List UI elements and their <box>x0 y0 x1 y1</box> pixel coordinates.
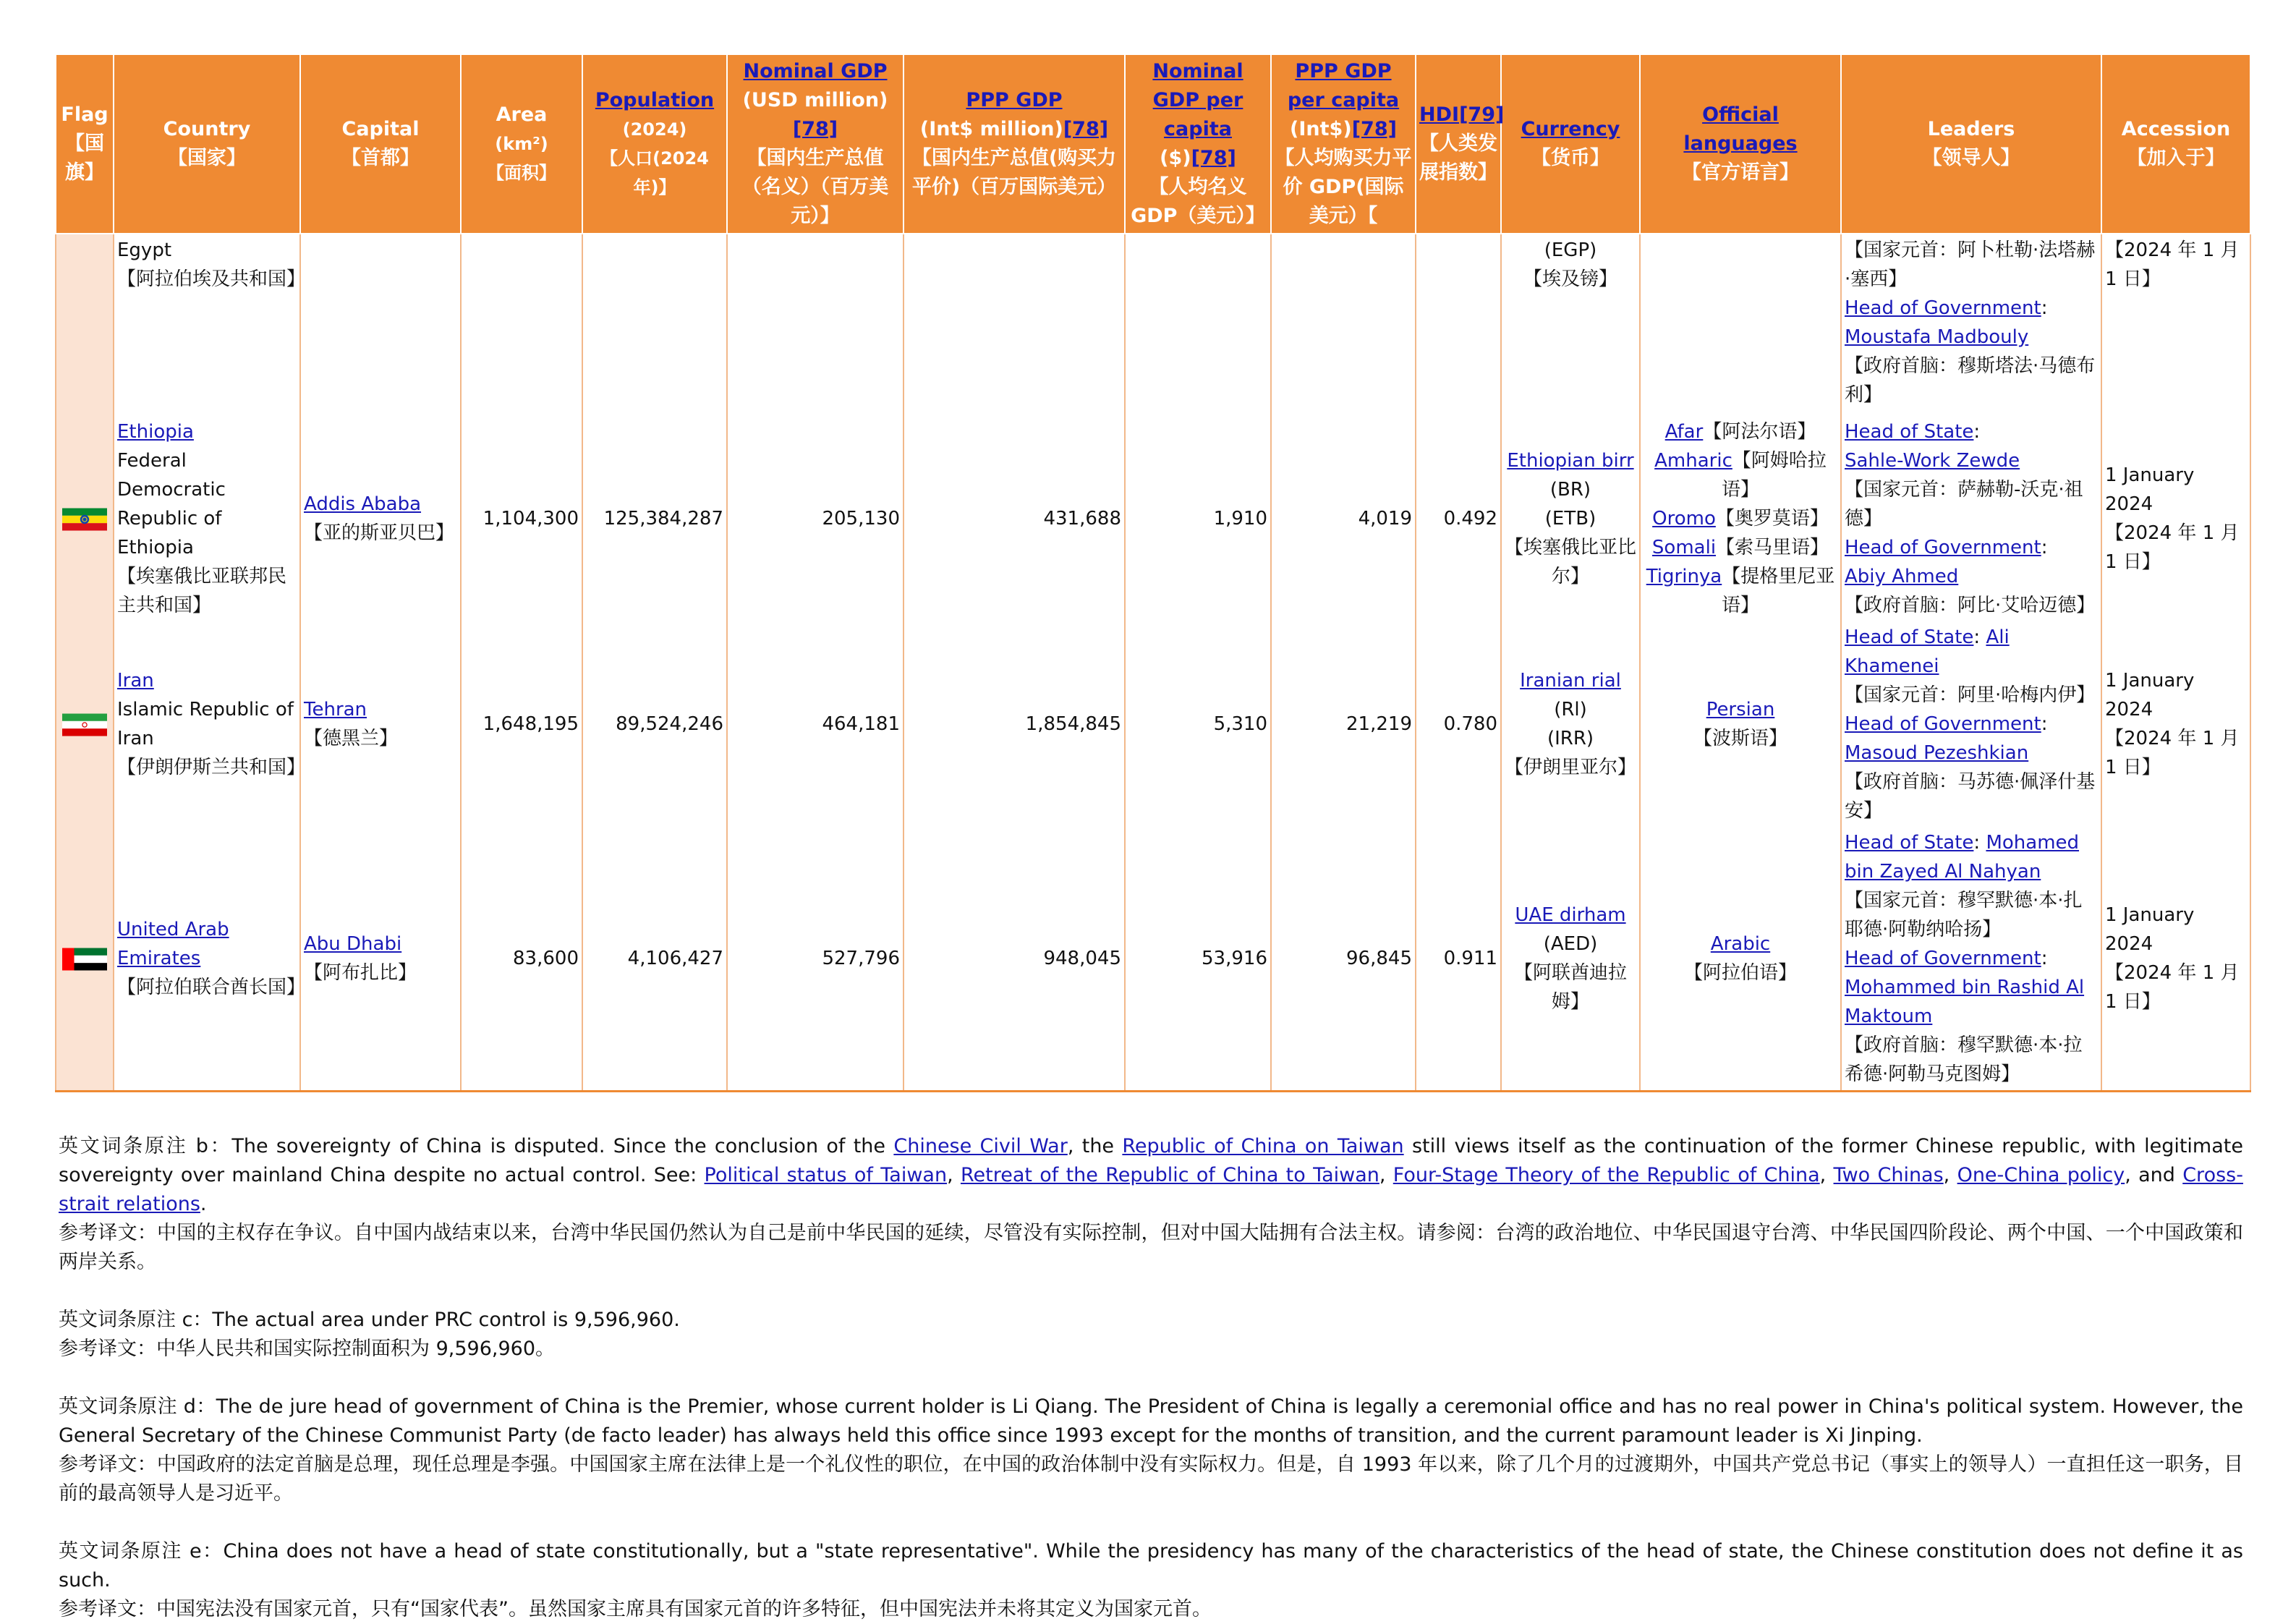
country-link[interactable]: Iran <box>117 670 154 692</box>
note-english <box>59 1537 2243 1595</box>
note-link[interactable]: One-China policy <box>1957 1164 2125 1186</box>
table-row <box>56 621 2250 827</box>
area-cell: 83,600 <box>461 827 582 1092</box>
leader-link[interactable]: Abiy Ahmed <box>1845 566 1959 587</box>
languages-cell: Afar【阿法尔语】 Amharic【阿姆哈拉语】 Oromo【奥罗莫语】 Somali【索马里语】 Tigrinya【提格里尼亚语】 <box>1640 416 1841 621</box>
language-link[interactable]: Amharic <box>1654 450 1732 472</box>
nominal-gdp-per-capita-cell: 5,310 <box>1125 621 1271 827</box>
leaders-cell: Head of State: Mohamed bin Zayed Al Nahyan 【国家元首：穆罕默德·本·扎耶德·阿勒纳哈扬】 Head of Government: Mohammed bin Rashid Al Maktoum 【政府首脑：穆罕默德·本·拉希德·阿勒马克图姆】 <box>1841 827 2101 1092</box>
note-link[interactable]: Republic of China on Taiwan <box>1122 1135 1404 1157</box>
capital-link[interactable]: Abu Dhabi <box>304 933 402 955</box>
nominal-gdp-per-capita-cell <box>1125 234 1271 416</box>
accession-cell: 【2024 年 1 月 1 日】 <box>2101 234 2250 416</box>
note-text: , <box>1379 1164 1393 1186</box>
hdi-cell: 0.780 <box>1416 621 1501 827</box>
note-chinese: 参考译文：中国的主权存在争议。自中国内战结束以来，台湾中华民国仍然认为自己是前中华民国的延续，尽管没有实际控制，但对中国大陆拥有合法主权。请参阅：台湾的政治地位、中华民国退守台湾、中华民国四阶段论、两个中国、一个中国政策和两岸关系。 <box>59 1222 2243 1273</box>
currency-link[interactable]: Iranian rial <box>1520 670 1621 692</box>
currency-link[interactable]: Currency <box>1521 118 1620 140</box>
hdi-link[interactable]: HDI <box>1419 103 1460 126</box>
leaders-cell: Head of State: Ali Khamenei 【国家元首：阿里·哈梅内伊】 Head of Government: Masoud Pezeshkian 【政府首脑：马苏德·佩泽什基安】 <box>1841 621 2101 827</box>
leader-link[interactable]: Masoud Pezeshkian <box>1845 742 2029 764</box>
hdi-cell: 0.492 <box>1416 416 1501 621</box>
country-link[interactable]: United Arab Emirates <box>117 919 229 969</box>
accession-cell: 1 January 2024 【2024 年 1 月 1 日】 <box>2101 621 2250 827</box>
currency-link[interactable]: Ethiopian birr <box>1507 450 1634 472</box>
language-link[interactable]: Oromo <box>1652 508 1716 530</box>
countries-table-wrapper <box>55 54 2250 1092</box>
leader-link[interactable]: Mohammed bin Rashid Al Maktoum <box>1845 977 2085 1027</box>
note-text: 英文词条原注 b：The sovereignty of China is disputed. Since the conclusion of the <box>59 1135 894 1157</box>
note-english <box>59 1306 2243 1335</box>
country-link[interactable]: Ethiopia <box>117 421 194 443</box>
header-nominal-gdp-per-capita: Nominal GDP per capita ($)[78] 【人均名义 GDP（美元）】 <box>1125 54 1271 234</box>
head-of-state-link[interactable]: Head of State <box>1845 832 1974 854</box>
uae-flag-icon <box>62 947 107 972</box>
ppp-gdp-cell: 948,045 <box>903 827 1125 1092</box>
ppp-gdp-per-capita-cell: 21,219 <box>1271 621 1416 827</box>
capital-cell: Abu Dhabi 【阿布扎比】 <box>300 827 461 1092</box>
ref-79-link[interactable]: [79] <box>1459 103 1505 126</box>
official-languages-link[interactable]: Official languages <box>1683 103 1798 155</box>
header-ppp-gdp-per-capita: PPP GDP per capita (Int$)[78] 【人均购买力平价 GDP(国际美元）【 <box>1271 54 1416 234</box>
ppp-gdp-cell: 431,688 <box>903 416 1125 621</box>
country-cell: United Arab Emirates 【阿拉伯联合酋长国】 <box>114 827 300 1092</box>
note-text: 英文词条原注 d：The de jure head of government of China is the Premier, whose current holder is Li Qiang. The President of China is legally a ceremonial office and has no real power in China's political system. However, the General Secretary of the Chinese Communist Party (de facto leader) has always held this office since 1993 except for the months of transition, and the current paramount leader is Xi Jinping. <box>59 1395 2243 1447</box>
table-row <box>56 827 2250 1092</box>
header-row <box>56 54 2250 234</box>
header-ppp-gdp: PPP GDP (Int$ million)[78] 【国内生产总值(购买力平价)（百万国际美元） <box>903 54 1125 234</box>
area-cell: 1,104,300 <box>461 416 582 621</box>
flag-cell <box>56 621 114 827</box>
note-text: still views itself as the continuation of the former Chinese republic, with legitimate sovereignty over mainland China despite no actual control. See: <box>59 1135 2243 1186</box>
header-flag: Flag 【国旗】 <box>56 54 114 234</box>
accession-cell: 1 January 2024 【2024 年 1 月 1 日】 <box>2101 416 2250 621</box>
currency-cell: UAE dirham (AED) 【阿联酋迪拉姆】 <box>1501 827 1640 1092</box>
flag-cell <box>56 416 114 621</box>
accession-cell: 1 January 2024 【2024 年 1 月 1 日】 <box>2101 827 2250 1092</box>
note-spacer <box>59 1508 2243 1537</box>
note-text: 英文词条原注 e：China does not have a head of state constitutionally, but a "state representative". While the presidency has many of the characteristics of the head of state, the Chinese constitution does not define it as such. <box>59 1540 2243 1591</box>
population-link[interactable]: Population <box>595 89 715 111</box>
population-cell: 4,106,427 <box>582 827 727 1092</box>
countries-table <box>55 54 2251 1092</box>
capital-link[interactable]: Tehran <box>304 699 367 720</box>
population-cell: 125,384,287 <box>582 416 727 621</box>
note-chinese: 参考译文：中国政府的法定首脑是总理，现任总理是李强。中国国家主席在法律上是一个礼仪性的职位，在中国的政治体制中没有实际权力。但是，自 1993 年以来，除了几个月的过渡期外，中国共产党总书记（事实上的领导人）一直担任这一职务，目前的最高领导人是习近平。 <box>59 1453 2243 1505</box>
ppp-gdp-per-capita-cell <box>1271 234 1416 416</box>
ethiopia-flag-icon <box>62 507 107 532</box>
population-cell <box>582 234 727 416</box>
header-hdi: HDI[79] 【人类发展指数】 <box>1416 54 1501 234</box>
capital-cell: Tehran 【德黑兰】 <box>300 621 461 827</box>
header-population: Population (2024) 【人口(2024 年)】 <box>582 54 727 234</box>
note-text: , <box>947 1164 961 1186</box>
head-of-government-link[interactable]: Head of Government <box>1845 713 2041 735</box>
ref-78-link[interactable]: [78] <box>792 118 838 140</box>
language-link[interactable]: Persian <box>1706 699 1775 720</box>
table-row <box>56 416 2250 621</box>
ref-78-link[interactable]: [78] <box>1191 147 1236 169</box>
note-text: , the <box>1067 1135 1123 1157</box>
note-link[interactable]: Chinese Civil War <box>893 1135 1068 1157</box>
nominal-gdp-cell: 464,181 <box>727 621 903 827</box>
languages-cell: Persian 【波斯语】 <box>1640 621 1841 827</box>
hdi-cell: 0.911 <box>1416 827 1501 1092</box>
country-cell: Iran Islamic Republic of Iran 【伊朗伊斯兰共和国】 <box>114 621 300 827</box>
leader-link[interactable]: Moustafa Madbouly <box>1845 326 2029 348</box>
ref-78-link[interactable]: [78] <box>1351 118 1397 140</box>
nominal-gdp-per-capita-cell: 1,910 <box>1125 416 1271 621</box>
header-area: Area (km²) 【面积】 <box>461 54 582 234</box>
languages-cell <box>1640 234 1841 416</box>
ppp-gdp-link[interactable]: PPP GDP <box>966 89 1063 111</box>
note-link[interactable]: Cross-strait relations <box>59 1164 2243 1215</box>
table-row <box>56 234 2250 416</box>
header-nominal-gdp: Nominal GDP (USD million)[78] 【国内生产总值（名义）（百万美元）】 <box>727 54 903 234</box>
leader-link[interactable]: Sahle-Work Zewde <box>1845 450 2020 472</box>
head-of-state-link[interactable]: Head of State <box>1845 421 1974 443</box>
note-text: , <box>1943 1164 1957 1186</box>
capital-cell <box>300 234 461 416</box>
leader-link[interactable]: Ali Khamenei <box>1845 626 2010 677</box>
ppp-gdp-per-capita-link[interactable]: PPP GDP per capita <box>1287 60 1400 111</box>
note-text: , <box>1819 1164 1834 1186</box>
country-cell: Ethiopia Federal Democratic Republic of Ethiopia 【埃塞俄比亚联邦民主共和国】 <box>114 416 300 621</box>
ref-78-link[interactable]: [78] <box>1063 118 1109 140</box>
capital-link[interactable]: Addis Ababa <box>304 493 422 515</box>
capital-cell: Addis Ababa 【亚的斯亚贝巴】 <box>300 416 461 621</box>
languages-cell: Arabic 【阿拉伯语】 <box>1640 827 1841 1092</box>
footnotes <box>59 1132 2243 1624</box>
language-link[interactable]: Somali <box>1651 537 1717 558</box>
language-link[interactable]: Arabic <box>1710 933 1771 955</box>
note-text: 英文词条原注 c：The actual area under PRC control is 9,596,960. <box>59 1309 680 1331</box>
leaders-cell: Head of State: Sahle-Work Zewde 【国家元首：萨赫勒-沃克·祖德】 Head of Government: Abiy Ahmed 【政府首脑：阿比·艾哈迈德】 <box>1841 416 2101 621</box>
note-spacer <box>59 1277 2243 1306</box>
header-official-languages: Official languages 【官方语言】 <box>1640 54 1841 234</box>
leader-link[interactable]: Mohamed bin Zayed Al Nahyan <box>1845 832 2080 883</box>
area-cell: 1,648,195 <box>461 621 582 827</box>
flag-cell <box>56 827 114 1092</box>
header-accession: Accession 【加入于】 <box>2101 54 2250 234</box>
note-link[interactable]: Four-Stage Theory of the Republic of China <box>1393 1164 1820 1186</box>
ppp-gdp-cell: 1,854,845 <box>903 621 1125 827</box>
note-link[interactable]: Retreat of the Republic of China to Taiwan <box>960 1164 1379 1186</box>
nominal-gdp-per-capita-cell: 53,916 <box>1125 827 1271 1092</box>
language-link[interactable]: Tigrinya <box>1646 566 1722 587</box>
head-of-government-link[interactable]: Head of Government <box>1845 948 2041 969</box>
header-currency: Currency 【货币】 <box>1501 54 1640 234</box>
iran-flag-icon <box>62 713 107 737</box>
nominal-gdp-cell: 527,796 <box>727 827 903 1092</box>
note-text: , and <box>2125 1164 2183 1186</box>
head-of-government-link[interactable]: Head of Government <box>1845 297 2041 319</box>
leaders-cell: 【国家元首：阿卜杜勒·法塔赫·塞西】 Head of Government: Moustafa Madbouly 【政府首脑：穆斯塔法·马德布利】 <box>1841 234 2101 416</box>
currency-cell: (EGP) 【埃及镑】 <box>1501 234 1640 416</box>
note-chinese: 参考译文：中国宪法没有国家元首，只有“国家代表”。虽然国家主席具有国家元首的许多特征，但中国宪法并未将其定义为国家元首。 <box>59 1598 1212 1620</box>
nominal-gdp-link[interactable]: Nominal GDP <box>743 60 888 82</box>
note-spacer <box>59 1364 2243 1393</box>
nominal-gdp-cell: 205,130 <box>727 416 903 621</box>
country-cell: Egypt 【阿拉伯埃及共和国】 <box>114 234 300 416</box>
ppp-gdp-per-capita-cell: 96,845 <box>1271 827 1416 1092</box>
note-text: . <box>200 1193 207 1215</box>
header-country: Country 【国家】 <box>114 54 300 234</box>
population-cell: 89,524,246 <box>582 621 727 827</box>
area-cell <box>461 234 582 416</box>
language-link[interactable]: Afar <box>1664 421 1704 443</box>
currency-link[interactable]: UAE dirham <box>1515 904 1626 926</box>
note-link[interactable]: Political status of Taiwan <box>704 1164 948 1186</box>
nominal-gdp-cell <box>727 234 903 416</box>
header-capital: Capital 【首都】 <box>300 54 461 234</box>
note-link[interactable]: Two Chinas <box>1833 1164 1944 1186</box>
head-of-government-link[interactable]: Head of Government <box>1845 537 2041 558</box>
currency-cell: Ethiopian birr (BR) (ETB) 【埃塞俄比亚比尔】 <box>1501 416 1640 621</box>
currency-cell: Iranian rial (Rl) (IRR) 【伊朗里亚尔】 <box>1501 621 1640 827</box>
ppp-gdp-cell <box>903 234 1125 416</box>
head-of-state-link[interactable]: Head of State <box>1845 626 1974 648</box>
nominal-gdp-per-capita-link[interactable]: Nominal GDP per capita <box>1152 60 1243 140</box>
note-english <box>59 1393 2243 1450</box>
flag-cell <box>56 234 114 416</box>
note-chinese: 参考译文：中华人民共和国实际控制面积为 9,596,960。 <box>59 1338 555 1360</box>
header-leaders: Leaders 【领导人】 <box>1841 54 2101 234</box>
hdi-cell <box>1416 234 1501 416</box>
ppp-gdp-per-capita-cell: 4,019 <box>1271 416 1416 621</box>
note-english <box>59 1132 2243 1219</box>
